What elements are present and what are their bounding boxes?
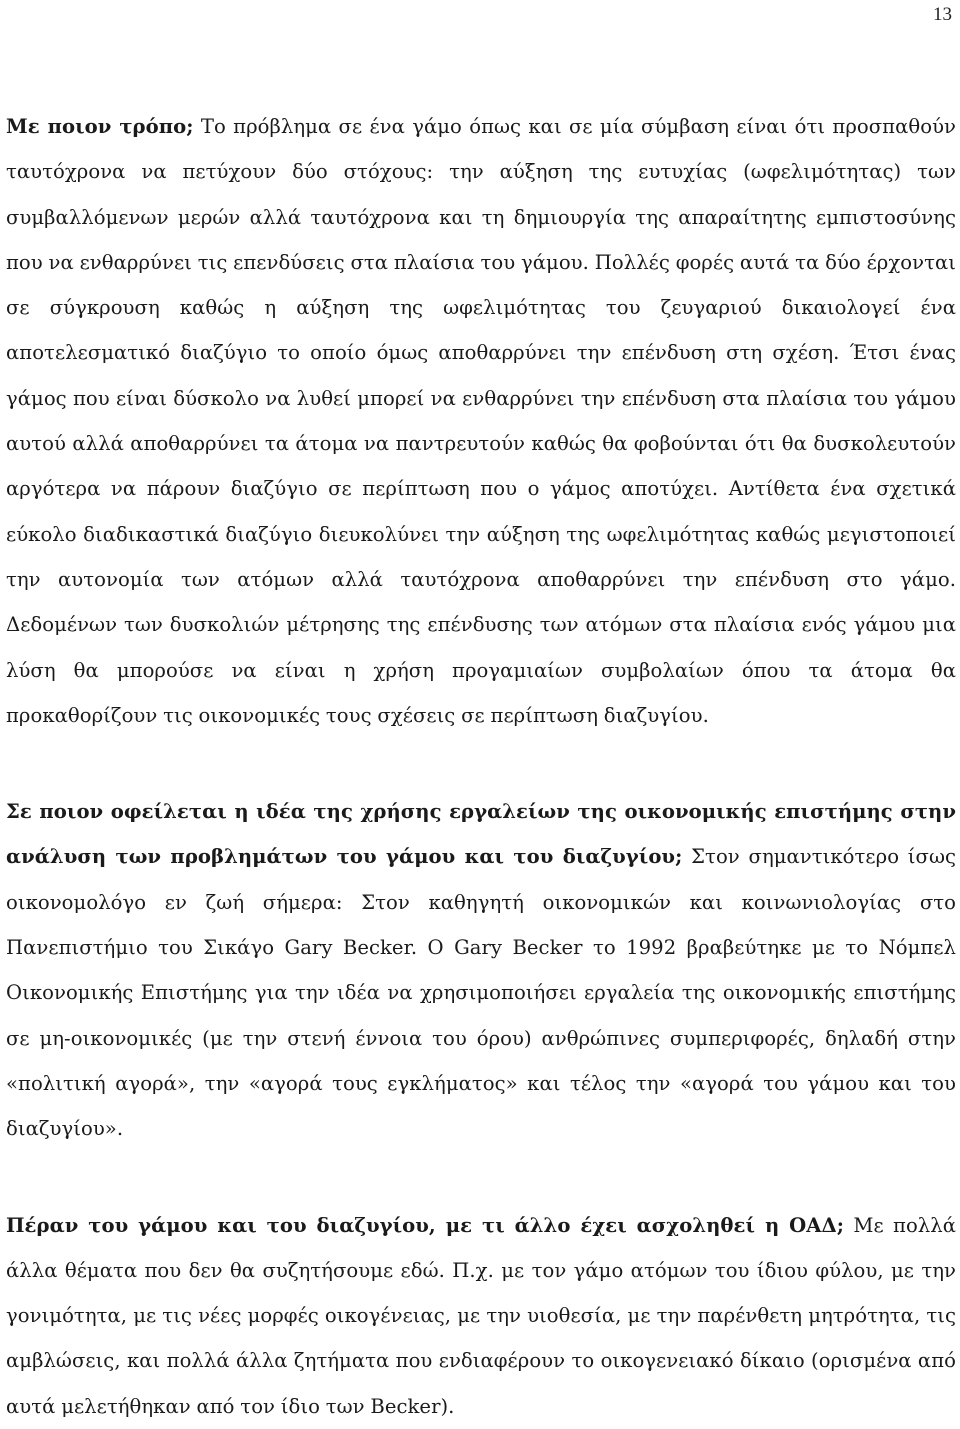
page-number: 13: [933, 4, 952, 25]
question-heading: Σε ποιον οφείλεται η ιδέα της χρήσης εργαλείων της οικονομικής επιστήμης στην ανάλυση των προβλημάτων του γάμου και του διαζυγίου;: [6, 800, 956, 869]
document-body: [6, 104, 956, 1429]
paragraph-origin: [6, 789, 956, 1151]
paragraph-text: Με πολλά άλλα θέματα που δεν θα συζητήσουμε εδώ. Π.χ. με τον γάμο ατόμων του ίδιου φύλου, με την γονιμότητα, με τις νέες μορφές οικογένειας, με την υιοθεσία, με την παρένθετη μητρότητα, τις αμβλώσεις, και πολλά άλλα ζητήματα που ενδιαφέρουν το οικογενειακό δίκαιο (ορισμένα από αυτά μελετήθηκαν από τον ίδιο των Becker).: [6, 1213, 957, 1418]
paragraph-text: Στον σημαντικότερο ίσως οικονομολόγο εν ζωή σήμερα: Στον καθηγητή οικονομικών και κοινωνιολογίας στο Πανεπιστήμιο του Σικάγο Gary Becker. O Gary Becker το 1992 βραβεύτηκε με το Νόμπελ Οικονομικής Επιστήμης για την ιδέα να χρησιμοποιήσει εργαλεία της οικονομικής επιστήμης σε μη-οικονομικές (με την στενή έννοια του όρου) ανθρώπινες συμπεριφορές, δηλαδή στην «πολιτική αγορά», την «αγορά τους εγκλήματος» και τέλος την «αγορά του γάμου και του διαζυγίου».: [6, 845, 957, 1141]
question-heading: Πέραν του γάμου και του διαζυγίου, με τι άλλο έχει ασχοληθεί η ΟΑΔ;: [6, 1213, 845, 1237]
paragraph-method: [6, 104, 956, 738]
paragraph-text: Το πρόβλημα σε ένα γάμο όπως και σε μία σύμβαση είναι ότι προσπαθούν ταυτόχρονα να πετύχουν δύο στόχους: την αύξηση της ευτυχίας (ωφελιμότητας) των συμβαλλόμενων μερών αλλά ταυτόχρονα και τη δημιουργία της απαραίτητης εμπιστοσύνης που να ενθαρρύνει τις επενδύσεις στα πλαίσια του γάμου. Πολλές φορές αυτά τα δύο έρχονται σε σύγκρουση καθώς η αύξηση της ωφελιμότητας του ζευγαριού δικαιολογεί ένα αποτελεσματικό διαζύγιο το οποίο όμως αποθαρρύνει την επένδυση στη σχέση. Έτσι ένας γάμος που είναι δύσκολο να λυθεί μπορεί να ενθαρρύνει την επένδυση στα πλαίσια του γάμου αυτού αλλά αποθαρρύνει τα άτομα να παντρευτούν καθώς θα φοβούνται ότι θα δυσκολευτούν αργότερα να πάρουν διαζύγιο σε περίπτωση που ο γάμος αποτύχει. Αντίθετα ένα σχετικά εύκολο διαδικαστικά διαζύγιο διευκολύνει την αύξηση της ωφελιμότητας καθώς μεγιστοποιεί την αυτονομία των ατόμων αλλά ταυτόχρονα αποθαρρύνει την επένδυση στο γάμο. Δεδομένων των δυσκολιών μέτρησης της επένδυσης των ατόμων στα πλαίσια ενός γάμου μια λύση θα μπορούσε να είναι η χρήση προγαμιαίων συμβολαίων όπου τα άτομα θα προκαθορίζουν τις οικονομικές τους σχέσεις σε περίπτωση διαζυγίου.: [6, 115, 957, 727]
paragraph-other-topics: [6, 1203, 956, 1429]
question-heading: Με ποιον τρόπο;: [6, 115, 194, 138]
